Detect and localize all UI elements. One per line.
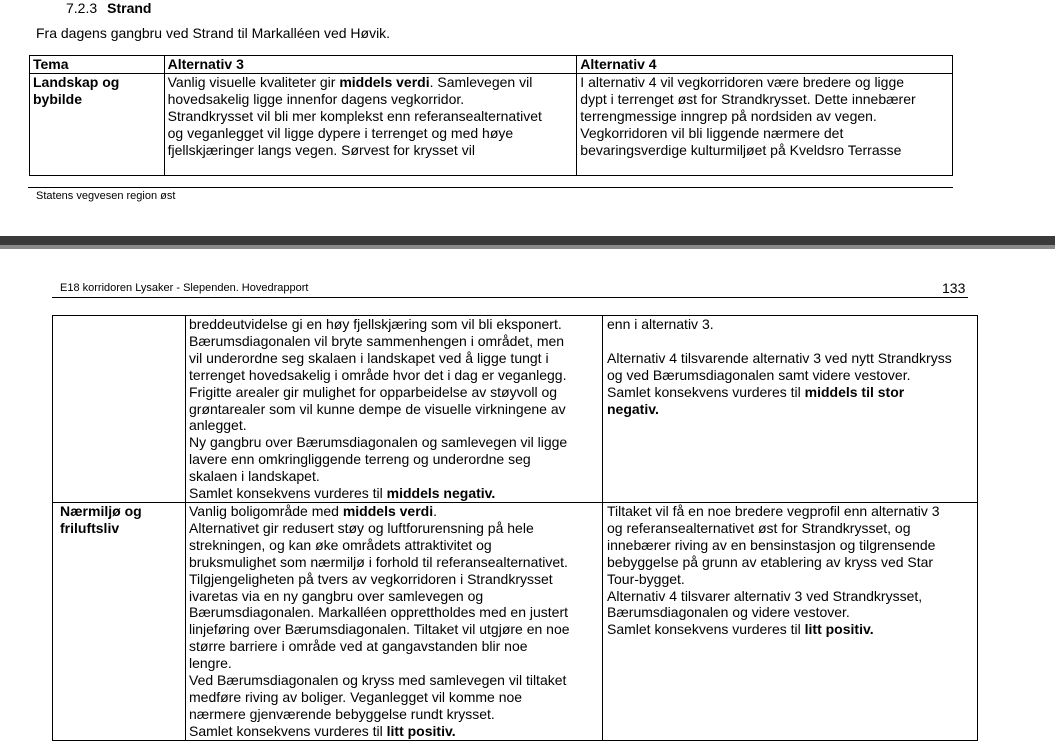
text-line: Tour-bygget.: [607, 570, 685, 587]
text-span: Samlet konsekvens vurderes til: [189, 722, 387, 739]
tema-cell: [53, 316, 186, 503]
text-line: vil underordne seg skalaen i landskapet ved å ligge tungt i: [189, 349, 549, 366]
text-line: bevaringsverdige kulturmiljøet på Kveldsro Terrasse: [580, 141, 902, 158]
value-rating: middels verdi: [339, 73, 430, 90]
text-span: Samlet konsekvens vurderes til: [189, 485, 387, 502]
text-line: lavere enn omkringliggende terreng og underordne seg: [189, 451, 531, 468]
text-line: [168, 74, 577, 91]
page-separator: [0, 236, 1055, 245]
text-span: .: [433, 502, 437, 519]
alt3-lines: [189, 520, 600, 723]
section-heading: [66, 0, 151, 16]
text-line: fjellskjæringer langs vegen. Sørvest for krysset vil: [167, 141, 475, 158]
text-span: Samlet konsekvens vurderes til: [607, 621, 805, 638]
text-span: Vanlig boligområde med: [189, 502, 343, 519]
tema-cell: [53, 502, 186, 740]
text-line: Bærumsdiagonalen. Markalléen opprettholdes med en justert: [189, 604, 568, 621]
conclusion-line: [607, 384, 975, 401]
text-line: og veganlegget vil ligge dypere i terrenget og med høye: [167, 124, 514, 141]
alt3-cell: [186, 316, 603, 503]
text-line: Strandkrysset vil bli mer komplekst enn referansealternativet: [167, 107, 542, 124]
consequence-rating: litt positiv.: [804, 621, 874, 638]
alt4-cell: [603, 316, 978, 503]
conclusion-line: [189, 723, 600, 740]
text-line: og ved Bærumsdiagonalen samt videre vestover.: [607, 366, 911, 383]
text-line: I alternativ 4 vil vegkorridoren være bredere og ligge: [580, 73, 905, 90]
text-line: Tilgjengeligheten på tvers av vegkorridoren i Strandkrysset: [189, 570, 553, 587]
page-header: E18 korridoren Lysaker - Slependen. Hovedrapport: [60, 282, 309, 294]
tema-cell: [30, 73, 165, 175]
text-line: Ny gangbru over Bærumsdiagonalen og samlevegen vil ligge: [189, 434, 568, 451]
text-line: Frigitte arealer gir mulighet for opparbeidelse av støyvoll og: [189, 383, 558, 400]
section-title: Strand: [107, 0, 152, 16]
alt4-lines: [607, 503, 975, 621]
text-line: nærmere gjenværende bebyggelse rundt krysset.: [189, 705, 495, 722]
footer-rule: [28, 187, 953, 188]
table-row: [53, 502, 978, 740]
page-footer: Statens vegvesen region øst: [36, 190, 176, 202]
conclusion-line: [607, 401, 975, 418]
text-line: større barriere i område ved at gangavstanden blir noe: [189, 638, 528, 655]
text-line: enn i alternativ 3.: [607, 316, 714, 332]
header-alternativ-3: Alternativ 3: [164, 56, 577, 74]
text-line: Tiltaket vil få en noe bredere vegprofil enn alternativ 3: [607, 502, 940, 519]
text-line: terrenget hovedsakelig i område hvor det i dag er veganlegg.: [189, 366, 567, 383]
text-line: terrengmessige inngrep på nordsiden av vegen.: [580, 107, 877, 124]
text-line: Bærumsdiagonalen og videre vestover.: [607, 604, 850, 621]
alt3-lines: [189, 316, 600, 485]
consequence-rating: middels negativ.: [386, 485, 496, 502]
text-line: Alternativet gir redusert støy og luftforurensning på hele: [189, 519, 534, 536]
table-header-row: [30, 56, 953, 74]
conclusion-line: [607, 621, 975, 638]
tema-line: friluftsliv: [60, 519, 120, 536]
page-number: 133: [942, 280, 966, 296]
consequence-rating: litt positiv.: [386, 722, 456, 739]
text-line: hovedsakelig ligge innenfor dagens vegkorridor.: [167, 90, 465, 107]
tema-line: Nærmiljø og: [60, 502, 142, 519]
consequence-rating: middels til stor: [804, 383, 905, 400]
consequence-table-page2: [52, 315, 978, 741]
text-line: bruksmulighet som nærmiljø i forhold til referansealternativet.: [189, 553, 568, 570]
text-line: lengre.: [189, 655, 232, 672]
text-line: innebærer riving av en bensinstasjon og tilgrensende: [607, 536, 936, 553]
text-line: dypt i terrenget øst for Strandkrysset. Dette innebærer: [580, 90, 916, 107]
alt3-cell: [164, 73, 577, 175]
text-line: skalaen i landskapet.: [189, 468, 320, 485]
text-span: Samlet konsekvens vurderes til: [607, 383, 805, 400]
page-separator-shadow: [0, 245, 1055, 249]
alt3-cell: [186, 502, 603, 740]
text-line: Ved Bærumsdiagonalen og kryss med samlevegen vil tiltaket: [189, 672, 567, 689]
section-intro: Fra dagens gangbru ved Strand til Markalléen ved Høvik.: [36, 25, 391, 41]
tema-line: bybilde: [33, 90, 83, 107]
text-line: bebyggelse på grunn av etablering av kryss ved Star: [607, 553, 934, 570]
table-row: [30, 73, 953, 175]
text-line: Alternativ 4 tilsvarer alternativ 3 ved Strandkrysset,: [607, 587, 923, 604]
header-alternativ-4: Alternativ 4: [577, 56, 953, 74]
tema-line: Landskap og: [33, 73, 120, 90]
text-line: Alternativ 4 tilsvarende alternativ 3 ved nytt Strandkryss: [607, 349, 952, 366]
text-line: anlegget.: [189, 417, 247, 434]
text-span: . Samlevegen vil: [429, 73, 533, 90]
value-rating: middels verdi: [342, 502, 434, 519]
text-line: grøntarealer som vil kunne dempe de visuelle virkningene av: [189, 400, 566, 417]
consequence-table-page1: [29, 55, 953, 176]
consequence-rating: negativ.: [607, 400, 659, 417]
header-tema: Tema: [30, 56, 165, 74]
text-line: [189, 503, 600, 520]
text-line: og referansealternativet øst for Strandkrysset, og: [607, 519, 911, 536]
text-line: linjeføring over Bærumsdiagonalen. Tiltaket vil utgjøre en noe: [189, 621, 570, 638]
text-line: breddeutvidelse gi en høy fjellskjæring som vil bli eksponert.: [189, 316, 562, 332]
conclusion-line: [189, 485, 600, 502]
text-line: ivaretas via en ny gangbru over samlevegen og: [189, 587, 484, 604]
alt4-cell: [603, 502, 978, 740]
text-line: Vegkorridoren vil bli liggende nærmere det: [580, 124, 844, 141]
text-line: medføre riving av boliger. Veganlegget vil komme noe: [189, 688, 523, 705]
text-line: Bærumsdiagonalen vil bryte sammenhengen i området, men: [189, 332, 565, 349]
text-span: Vanlig visuelle kvaliteter gir: [167, 73, 340, 90]
section-number: 7.2.3: [66, 0, 98, 16]
header-rule: [52, 297, 968, 298]
table-row: [53, 316, 978, 503]
blank-line: [607, 333, 975, 350]
text-line: strekningen, og kan øke områdets attraktivitet og: [189, 536, 492, 553]
alt4-cell: [577, 73, 953, 175]
